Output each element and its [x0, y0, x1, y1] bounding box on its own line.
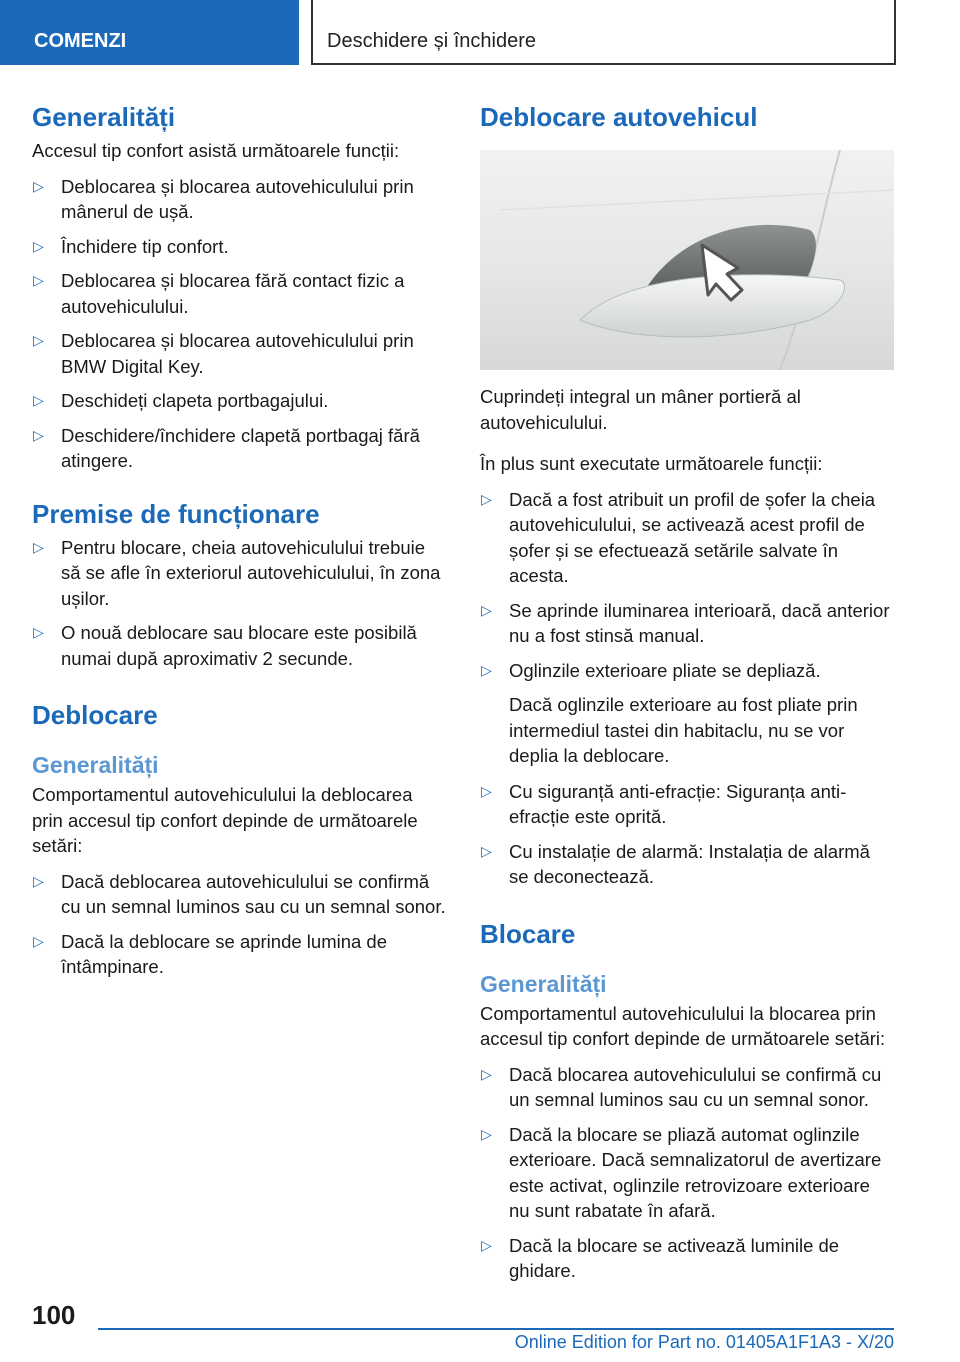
list-item: ▷ Deschidere/închidere clapetă portbagaj fără atingere.: [33, 424, 420, 471]
left-column: [32, 100, 446, 989]
bullet-icon: ▷: [481, 1236, 492, 1253]
list-item: ▷ Deblocarea și blocarea autovehiculului prin BMW Digital Key.: [33, 330, 414, 377]
list-item: ▷ Se aprinde iluminarea interioară, dacă anterior nu a fost stinsă manual.: [481, 599, 890, 646]
list-item: ▷ Cu siguranță anti-efracție: Siguranța anti-efracție este oprită.: [481, 780, 847, 827]
bullet-icon: ▷: [33, 392, 44, 408]
unlock-general-list: [32, 869, 446, 980]
list-item: ▷ Dacă la deblocare se aprinde lumina de întâmpinare.: [33, 930, 388, 977]
bullet-icon: ▷: [33, 332, 44, 348]
lock-general-intro: Comportamentul autovehiculului la blocarea prin accesul tip confort depinde de următoarele setări:: [480, 1002, 886, 1049]
list-item: ▷ Deblocarea și blocarea autovehiculului prin mânerul de ușă.: [33, 175, 414, 222]
mirror-note: Dacă oglinzile exterioare au fost pliate prin intermediul tastei din habitaclu, nu se vor deplia la deblocare.: [509, 694, 858, 766]
list-item: ▷ Deblocarea și blocarea fără contact fizic a autovehiculului.: [33, 270, 405, 317]
general-list: [32, 174, 446, 474]
list-item: ▷ Pentru blocare, cheia autovehiculului trebuie să se afle în exteriorul autovehiculului, în zona ușilor.: [33, 536, 441, 609]
bullet-icon: ▷: [33, 624, 44, 640]
unlock-general-intro: Comportamentul autovehiculului la deblocarea prin accesul tip confort depinde de următoarele setări:: [32, 784, 418, 856]
premise-list: [32, 535, 446, 672]
footer-rule: [98, 1328, 894, 1330]
door-handle-image: [480, 150, 894, 370]
section-tab: COMENZI: [0, 0, 299, 65]
bullet-icon: ▷: [481, 490, 492, 507]
bullet-icon: ▷: [481, 1125, 492, 1142]
bullet-icon: ▷: [481, 601, 492, 618]
subheading-unlock-general: Generalități: [32, 752, 159, 778]
list-item: ▷ Dacă blocarea autovehiculului se confirmă cu un semnal luminos sau cu un semnal sonor.: [481, 1063, 882, 1110]
heading-unlock: Deblocare: [32, 700, 158, 730]
list-item: ▷ Dacă la blocare se activează luminile de ghidare.: [481, 1234, 840, 1281]
heading-premise: Premise de funcționare: [32, 498, 320, 529]
subheading-lock-general: Generalități: [480, 970, 607, 997]
bullet-icon: ▷: [33, 237, 44, 254]
list-item: ▷ Cu instalație de alarmă: Instalația de alarmă se deconectează.: [481, 840, 870, 887]
list-item: ▷ Oglinzile exterioare pliate se depliază.: [480, 658, 894, 684]
heading-lock: Blocare: [480, 918, 576, 949]
list-item: ▷ Dacă a fost atribuit un profil de șofer la cheia autovehiculului, se activează acest profil de șofer și se efectuează setările salvate în acesta.: [481, 488, 876, 586]
bullet-icon: ▷: [33, 272, 44, 288]
page-number: 100: [32, 1300, 76, 1330]
functions-list: [480, 487, 894, 684]
unlock-vehicle-text: Cuprindeți integral un mâner portieră al autovehiculului.: [480, 386, 801, 433]
functions-list-2: [480, 779, 894, 890]
right-column: [480, 100, 894, 1293]
list-item: ▷ Închidere tip confort.: [32, 234, 446, 260]
chapter-tab: Deschidere și închidere: [311, 0, 896, 65]
bullet-icon: ▷: [33, 538, 44, 555]
footer-edition: Online Edition for Part no. 01405A1F1A3 - X/20: [514, 1332, 894, 1352]
heading-general: Generalități: [32, 102, 176, 132]
general-intro: Accesul tip confort asistă următoarele funcții:: [32, 140, 400, 161]
heading-unlock-vehicle: Deblocare autovehicul: [480, 102, 758, 132]
list-item: ▷ Dacă la blocare se pliază automat oglinzile exterioare. Dacă semnalizatorul de avertizare este activat, oglinzile retrovizoare exterioare nu sunt rabatate în afară.: [481, 1123, 882, 1221]
bullet-icon: ▷: [481, 782, 492, 799]
list-item: ▷ Deschideți clapeta portbagajului.: [32, 388, 446, 414]
list-item: ▷ Dacă deblocarea autovehiculului se confirmă cu un semnal luminos sau cu un semnal sonor.: [33, 870, 446, 917]
bullet-icon: ▷: [33, 426, 44, 443]
functions-intro: În plus sunt executate următoarele funcții:: [480, 453, 823, 474]
list-item: ▷ O nouă deblocare sau blocare este posibilă numai după aproximativ 2 secunde.: [33, 622, 417, 669]
bullet-icon: ▷: [33, 177, 44, 194]
bullet-icon: ▷: [481, 661, 492, 678]
bullet-icon: ▷: [481, 842, 492, 859]
bullet-icon: ▷: [33, 932, 44, 949]
bullet-icon: ▷: [33, 872, 44, 889]
door-handle-illustration: [480, 150, 894, 370]
bullet-icon: ▷: [481, 1065, 492, 1082]
lock-general-list: [480, 1062, 894, 1284]
